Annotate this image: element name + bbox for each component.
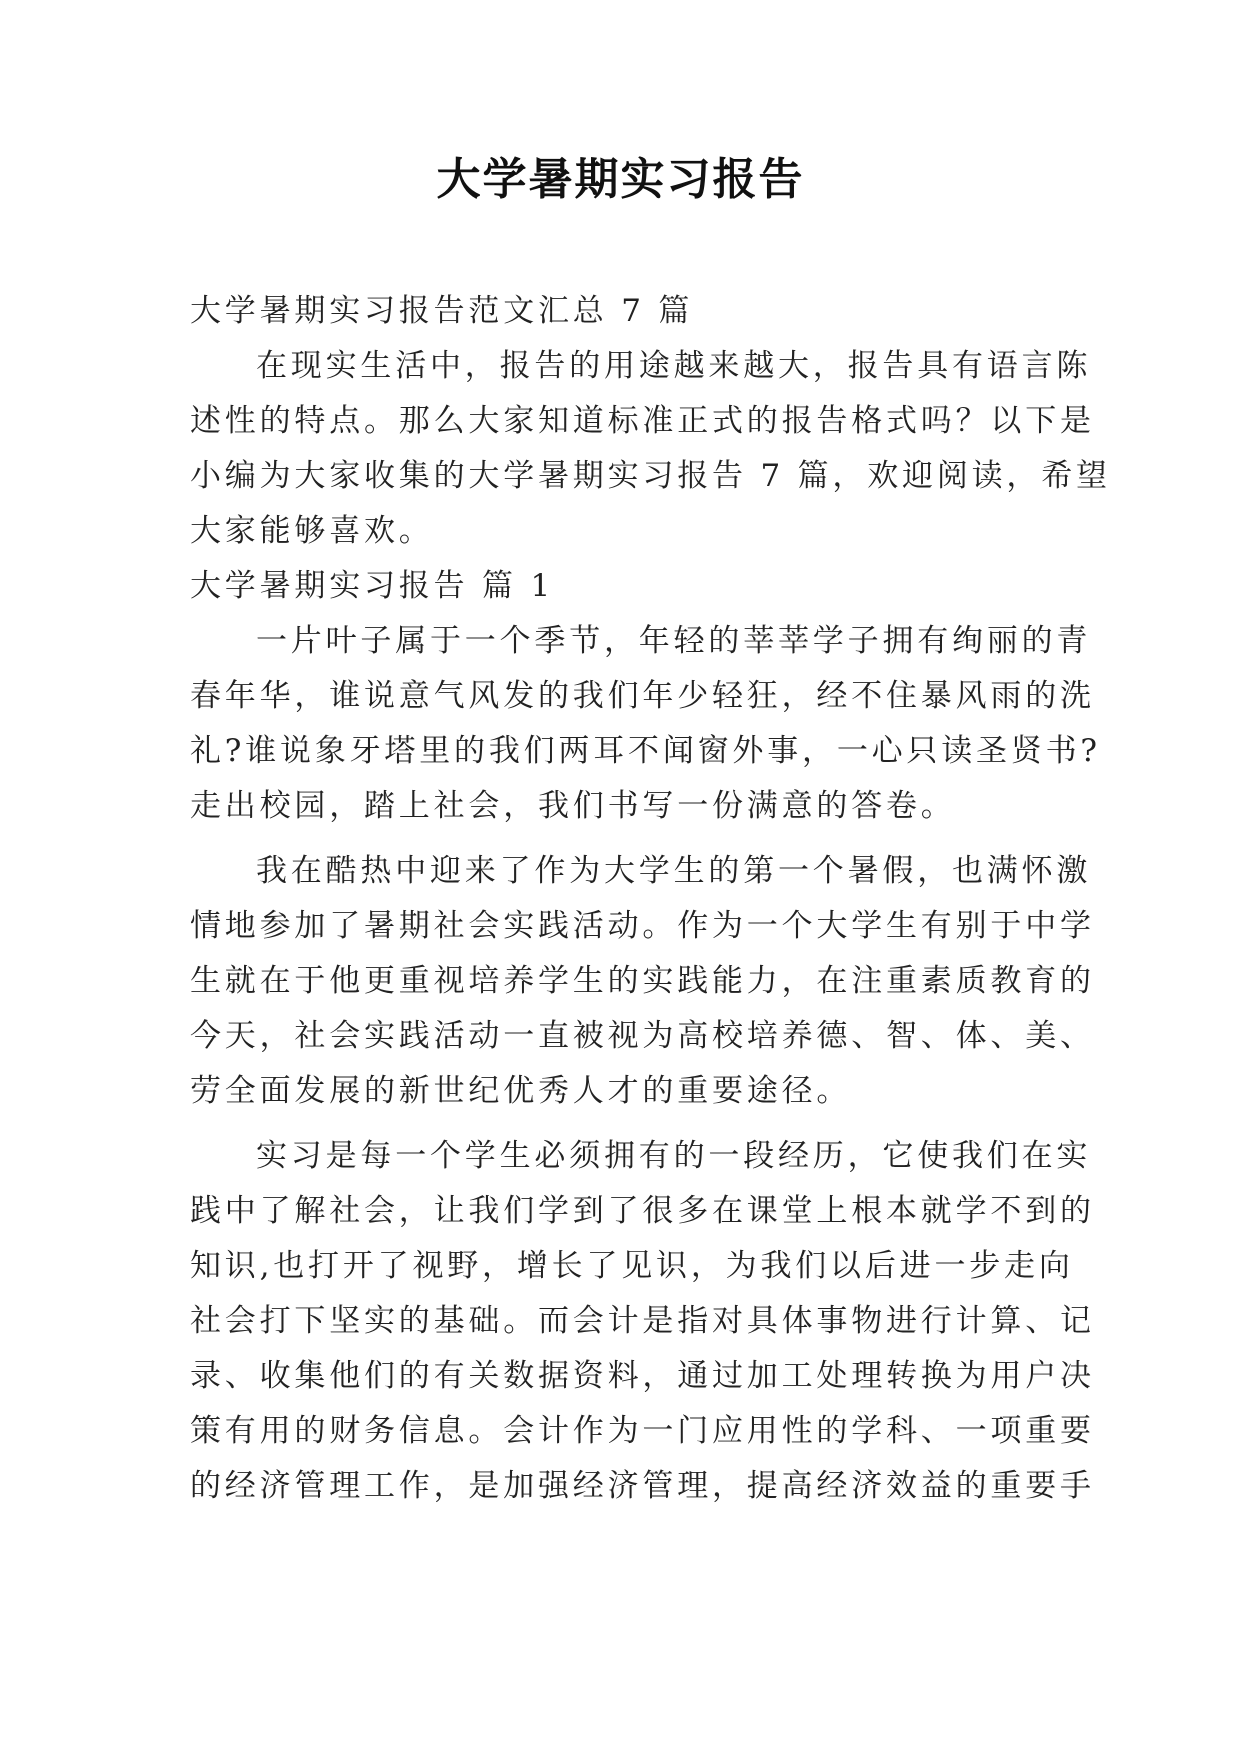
text-line: 述性的特点。那么大家知道标准正式的报告格式吗？以下是: [190, 403, 1095, 439]
text-line: 大学暑期实习报告范文汇总 7 篇: [190, 293, 694, 329]
text-line: 春年华，谁说意气风发的我们年少轻狂，经不住暴风雨的洗: [190, 678, 1095, 714]
text-line: 小编为大家收集的大学暑期实习报告 7 篇，欢迎阅读，希望: [190, 458, 1111, 494]
text-line: 一片叶子属于一个季节，年轻的莘莘学子拥有绚丽的青: [256, 623, 1092, 659]
text-line: 劳全面发展的新世纪优秀人才的重要途径。: [190, 1073, 852, 1109]
document-title: 大学暑期实习报告: [436, 154, 805, 205]
text-line: 在现实生活中，报告的用途越来越大，报告具有语言陈: [256, 348, 1092, 384]
text-line: 策有用的财务信息。会计作为一门应用性的学科、一项重要: [190, 1413, 1095, 1449]
text-line: 大家能够喜欢。: [190, 513, 434, 549]
text-line: 大学暑期实习报告 篇 1: [190, 568, 555, 604]
text-line: 的经济管理工作，是加强经济管理，提高经济效益的重要手: [190, 1468, 1095, 1504]
text-line: 我在酷热中迎来了作为大学生的第一个暑假，也满怀激: [256, 853, 1092, 889]
text-line: 情地参加了暑期社会实践活动。作为一个大学生有别于中学: [190, 908, 1095, 944]
text-line: 践中了解社会，让我们学到了很多在课堂上根本就学不到的: [190, 1193, 1095, 1229]
text-line: 录、收集他们的有关数据资料，通过加工处理转换为用户决: [190, 1358, 1095, 1394]
text-line: 今天，社会实践活动一直被视为高校培养德、智、体、美、: [190, 1018, 1095, 1054]
text-line: 知识,也打开了视野，增长了见识，为我们以后进一步走向: [190, 1248, 1074, 1284]
text-line: 生就在于他更重视培养学生的实践能力，在注重素质教育的: [190, 963, 1095, 999]
document-body: [190, 284, 1111, 1514]
text-line: 社会打下坚实的基础。而会计是指对具体事物进行计算、记: [190, 1303, 1095, 1339]
text-line: 实习是每一个学生必须拥有的一段经历，它使我们在实: [256, 1138, 1092, 1174]
text-line: 礼?谁说象牙塔里的我们两耳不闻窗外事，一心只读圣贤书?: [190, 733, 1101, 769]
text-line: 走出校园，踏上社会，我们书写一份满意的答卷。: [190, 788, 956, 824]
